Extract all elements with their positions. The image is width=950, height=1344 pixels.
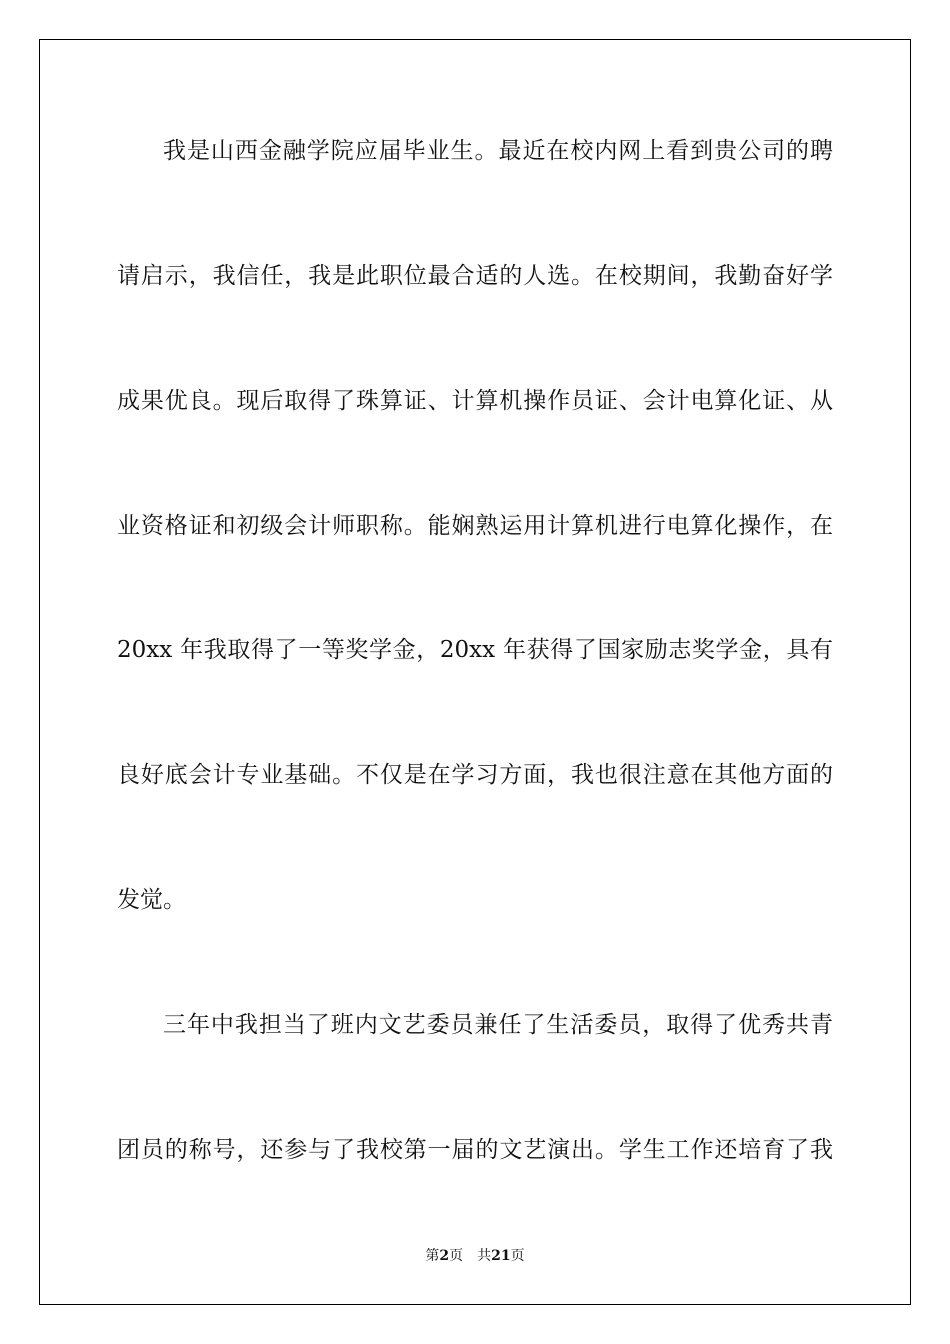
page-suffix: 页 xyxy=(449,1248,464,1264)
paragraph-line: 业资格证和初级会计师职称。能娴熟运用计算机进行电算化操作，在 xyxy=(117,513,833,539)
paragraph-line: 我是山西金融学院应届毕业生。最近在校内网上看到贵公司的聘 xyxy=(163,138,833,164)
total-prefix: 共 xyxy=(477,1248,492,1264)
paragraph-line: 良好底会计专业基础。不仅是在学习方面，我也很注意在其他方面的 xyxy=(117,762,833,788)
page-number: 2 xyxy=(439,1248,450,1264)
total-pages: 21 xyxy=(491,1248,511,1264)
total-suffix: 页 xyxy=(510,1248,525,1264)
paragraph-line: 发觉。 xyxy=(117,887,186,913)
paragraph-line: 成果优良。现后取得了珠算证、计算机操作员证、会计电算化证、从 xyxy=(117,388,833,414)
paragraph-line: 团员的称号，还参与了我校第一届的文艺演出。学生工作还培育了我 xyxy=(117,1137,833,1163)
paragraph-line: 20xx 年我取得了一等奖学金，20xx 年获得了国家励志奖学金，具有 xyxy=(117,637,833,663)
page-footer xyxy=(0,1246,950,1266)
paragraph-line: 请启示，我信任，我是此职位最合适的人选。在校期间，我勤奋好学 xyxy=(117,263,833,289)
paragraph-line: 三年中我担当了班内文艺委员兼任了生活委员，取得了优秀共青 xyxy=(163,1012,833,1038)
page-border xyxy=(39,39,911,1305)
page-prefix: 第 xyxy=(425,1248,440,1264)
